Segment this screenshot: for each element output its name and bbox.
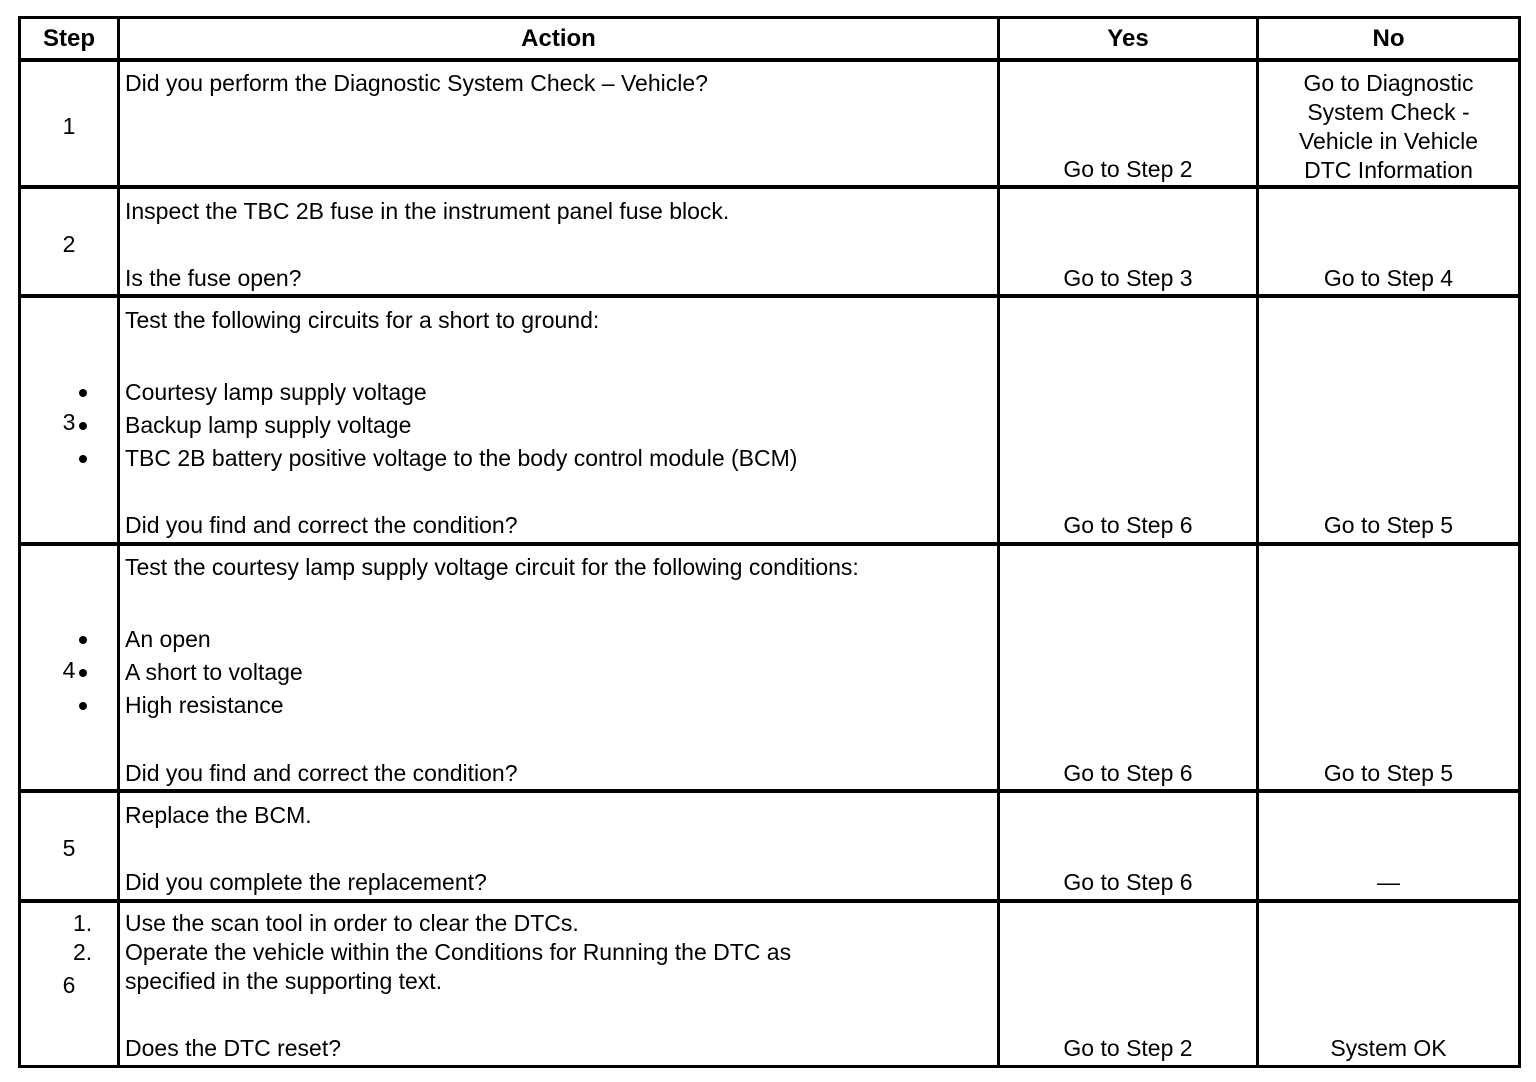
no-action: Go to Step 4 [1323, 265, 1454, 291]
no-action: Go to Step 5 [1323, 512, 1454, 538]
yes-action: Go to Step 2 [1063, 156, 1193, 182]
row-divider [21, 542, 1518, 546]
bullet-icon [79, 389, 87, 397]
numbered-list [21, 909, 997, 999]
list-item: Courtesy lamp supply voltage [125, 379, 427, 405]
action-text: Test the courtesy lamp supply voltage circuit for the following conditions: [125, 554, 859, 580]
bullet-icon [79, 422, 87, 430]
bullet-list [21, 378, 997, 478]
action-text: Replace the BCM. [125, 802, 312, 828]
bullet-icon [79, 669, 87, 677]
list-number: 2. [73, 939, 93, 965]
no-action: System OK [1330, 1035, 1447, 1061]
no-line: Vehicle in Vehicle [1298, 128, 1478, 154]
no-line: DTC Information [1304, 157, 1473, 183]
action-question: Did you find and correct the condition? [125, 512, 518, 538]
list-item: Use the scan tool in order to clear the DTCs. [125, 910, 579, 936]
step-number: 5 [62, 835, 76, 861]
row-divider [21, 789, 1518, 793]
action-text: Did you perform the Diagnostic System Check – Vehicle? [125, 70, 708, 96]
no-action: Go to Step 5 [1323, 760, 1454, 786]
row-divider [21, 899, 1518, 903]
header-no: No [1372, 25, 1405, 52]
list-item-continued: specified in the supporting text. [125, 968, 443, 994]
yes-action: Go to Step 6 [1063, 869, 1193, 895]
list-item: Operate the vehicle within the Conditions for Running the DTC as [125, 939, 792, 965]
list-item: A short to voltage [125, 659, 303, 685]
no-action: — [1377, 869, 1400, 895]
step-number: 2 [62, 231, 76, 257]
no-action [1259, 69, 1518, 185]
step-number: 1 [62, 113, 76, 139]
list-item: An open [125, 626, 211, 652]
bullet-list [21, 625, 997, 725]
header-action: Action [521, 25, 596, 52]
action-question: Did you complete the replacement? [125, 869, 487, 895]
list-item: TBC 2B battery positive voltage to the body control module (BCM) [125, 445, 798, 471]
yes-action: Go to Step 3 [1063, 265, 1193, 291]
step-number: 4 [62, 657, 76, 683]
no-line: System Check - [1307, 99, 1470, 125]
diagnostic-table [18, 16, 1521, 1068]
step-number: 6 [62, 972, 76, 998]
yes-action: Go to Step 2 [1063, 1035, 1193, 1061]
list-number: 1. [73, 910, 93, 936]
no-line: Go to Diagnostic [1303, 70, 1474, 96]
list-item: Backup lamp supply voltage [125, 412, 412, 438]
action-text: Inspect the TBC 2B fuse in the instrument panel fuse block. [125, 198, 730, 224]
yes-action: Go to Step 6 [1063, 760, 1193, 786]
action-question: Did you find and correct the condition? [125, 760, 518, 786]
bullet-icon [79, 636, 87, 644]
row-divider [21, 58, 1518, 62]
action-question: Does the DTC reset? [125, 1035, 342, 1061]
action-question: Is the fuse open? [125, 265, 302, 291]
header-yes: Yes [1107, 25, 1149, 52]
header-step: Step [42, 25, 95, 52]
bullet-icon [79, 702, 87, 710]
step-number: 3 [62, 409, 76, 435]
bullet-icon [79, 455, 87, 463]
row-divider [21, 185, 1518, 189]
list-item: High resistance [125, 692, 284, 718]
row-divider [21, 294, 1518, 298]
yes-action: Go to Step 6 [1063, 512, 1193, 538]
action-text: Test the following circuits for a short to ground: [125, 307, 600, 333]
